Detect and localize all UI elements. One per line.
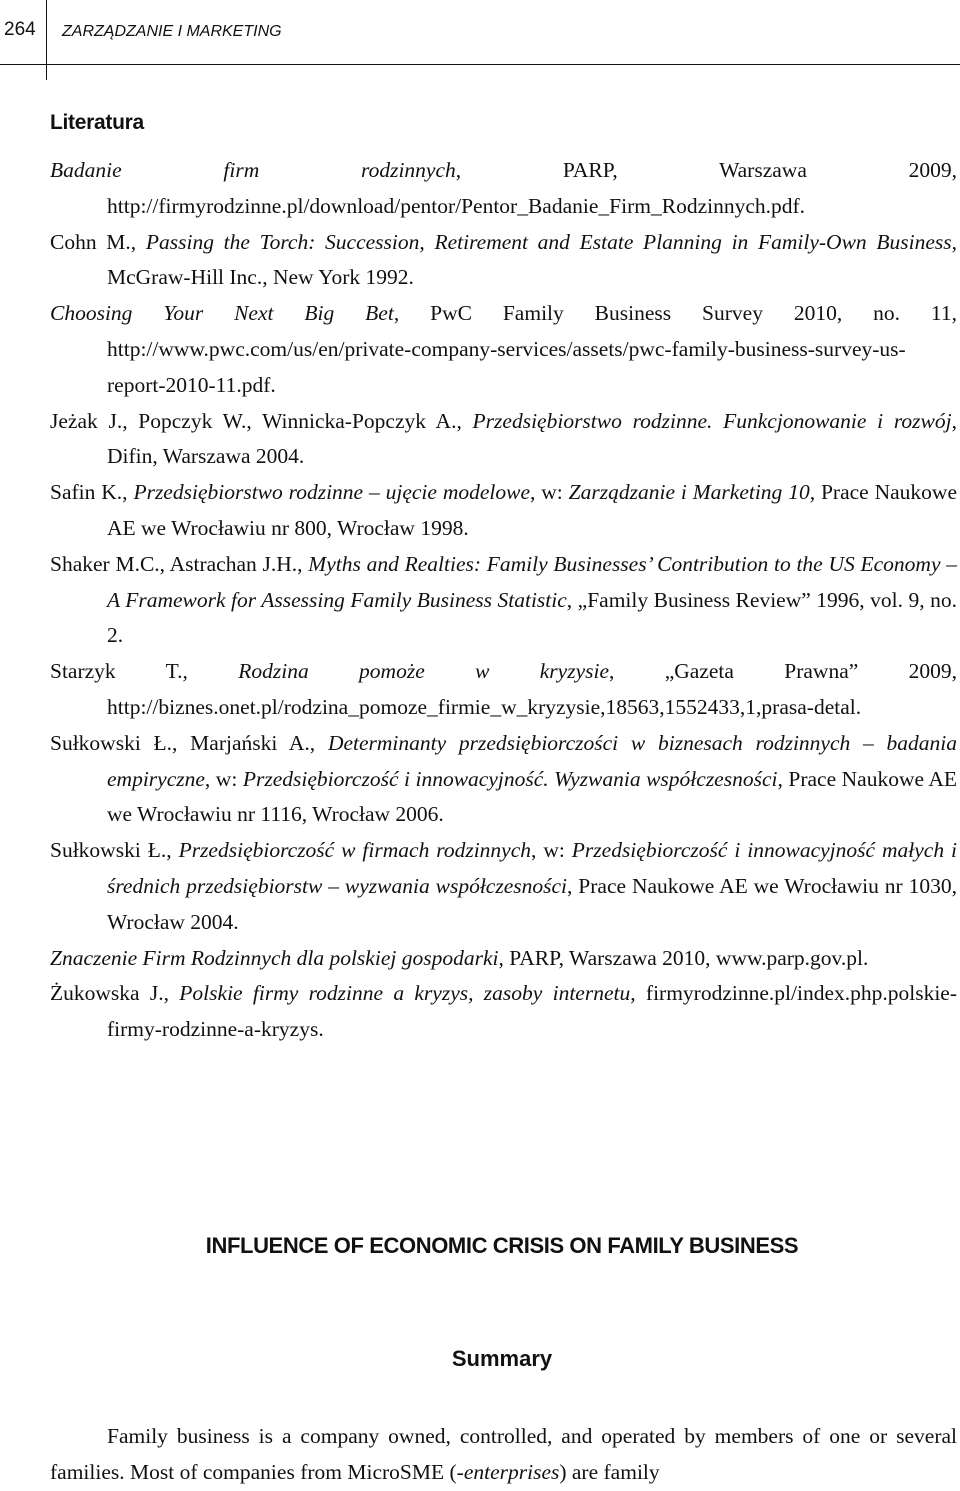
english-title: INFLUENCE OF ECONOMIC CRISIS ON FAMILY BUSINESS [205,1233,799,1258]
text-segment: Starzyk T., [50,659,239,684]
reference-item [50,547,957,654]
text-segment: , Prace Naukowe AE we Wrocławiu nr 800, Wrocław 1998. [107,480,957,540]
text-segment: Sułkowski Ł., [50,838,179,863]
italic-text: enterprises [463,1459,560,1484]
reference-item [50,225,957,297]
text-segment: , McGraw-Hill Inc., New York 1992. [107,229,957,290]
bibliography-list [50,153,957,1048]
text-segment: Żukowska J., [50,981,180,1006]
text-segment: ) are family [559,1459,660,1484]
reference-item [50,941,957,977]
italic-text: Znaczenie Firm Rodzinnych dla polskiej gospodarki [50,945,499,970]
italic-text: Choosing Your Next Big Bet [50,301,394,326]
reference-item [50,404,957,476]
text-segment: Safin K., [50,480,134,505]
text-segment: , „Gazeta Prawna” 2009, http://biznes.onet.pl/rodzina_pomoze_firmie_w_kryzysie,18563,1552433,1,prasa-detal. [107,659,957,719]
summary-paragraph [50,1419,957,1491]
header-vertical-rule [46,0,47,80]
italic-text: Polskie firmy rodzinne a kryzys, zasoby internetu [179,981,631,1006]
page-number: 264 [4,19,36,40]
text-segment: , w: [531,838,572,863]
text-segment: Sułkowski Ł., Marjański A., [50,730,328,755]
reference-item [50,976,957,1048]
reference-item [50,153,957,225]
italic-text: Przedsiębiorstwo rodzinne. Funkcjonowanie i rozwój [472,408,952,433]
italic-text: Przedsiębiorstwo rodzinne – ujęcie modelowe [133,480,531,505]
text-segment: , Difin, Warszawa 2004. [107,408,957,469]
reference-item [50,296,957,403]
text-segment: , w: [204,766,243,791]
text-segment: , [130,229,146,254]
header-horizontal-rule [0,64,960,65]
italic-text: Passing the Torch: Succession, Retirement and Estate Planning in Family-Own Business [145,229,952,254]
italic-text: Zarządzanie i Marketing 10 [568,480,810,505]
reference-item [50,654,957,726]
reference-item [50,833,957,940]
italic-text: Determinanty przedsiębiorczości w biznesach rodzinnych – badania empiryczne [107,730,957,791]
italic-text: Myths and Realties: Family Businesses’ Contribution to the US Economy – A Framework for Assessing Family Business Statistic [107,551,957,612]
italic-text: Rodzina pomoże w kryzysie [238,659,609,684]
italic-text: Przedsiębiorczość w firmach rodzinnych [178,838,532,863]
reference-item [50,726,957,833]
text-segment: , w: [530,480,569,505]
italic-text: Przedsiębiorczość i innowacyjność. Wyzwania współczesności [242,766,778,791]
text-segment: Cohn M. [50,229,131,254]
text-segment: Jeżak J., Popczyk W., Winnicka-Popczyk A., [50,408,473,433]
text-segment: , Prace Naukowe AE we Wrocławiu nr 1030, Wrocław 2004. [107,873,957,934]
text-segment: , PwC Family Business Survey 2010, no. 11, http://www.pwc.com/us/en/private-company-services/assets/pwc-family-business-survey-us-report-2010-11.pdf. [107,301,957,397]
text-segment: , Prace Naukowe AE we Wrocławiu nr 1116, Wrocław 2006. [107,766,958,827]
italic-text: Przedsiębiorczość i innowacyjność małych i średnich przedsiębiorstw – wyzwania współczesności [107,838,958,898]
summary-heading: Summary [451,1346,553,1371]
italic-text: Badanie firm rodzinnych [50,158,456,182]
text-segment: , firmyrodzinne.pl/index.php.polskie-firmy-rodzinne-a-kryzys. [107,981,958,1042]
text-segment: Family business is a company owned, controlled, and operated by members of one or several families. Most of companies from MicroSME (- [50,1424,957,1484]
section-heading: Literatura [50,111,144,134]
text-segment: , „Family Business Review” 1996, vol. 9, no. 2. [107,587,957,648]
text-segment: , PARP, Warszawa 2010, www.parp.gov.pl. [498,945,869,970]
running-header-title: ZARZĄDZANIE I MARKETING [62,23,282,40]
reference-item [50,475,957,547]
text-segment: Shaker M.C., Astrachan J.H., [50,551,309,576]
text-segment: , PARP, Warszawa 2009, http://firmyrodzinne.pl/download/pentor/Pentor_Badanie_Firm_Rodzinnych.pdf. [107,158,958,218]
